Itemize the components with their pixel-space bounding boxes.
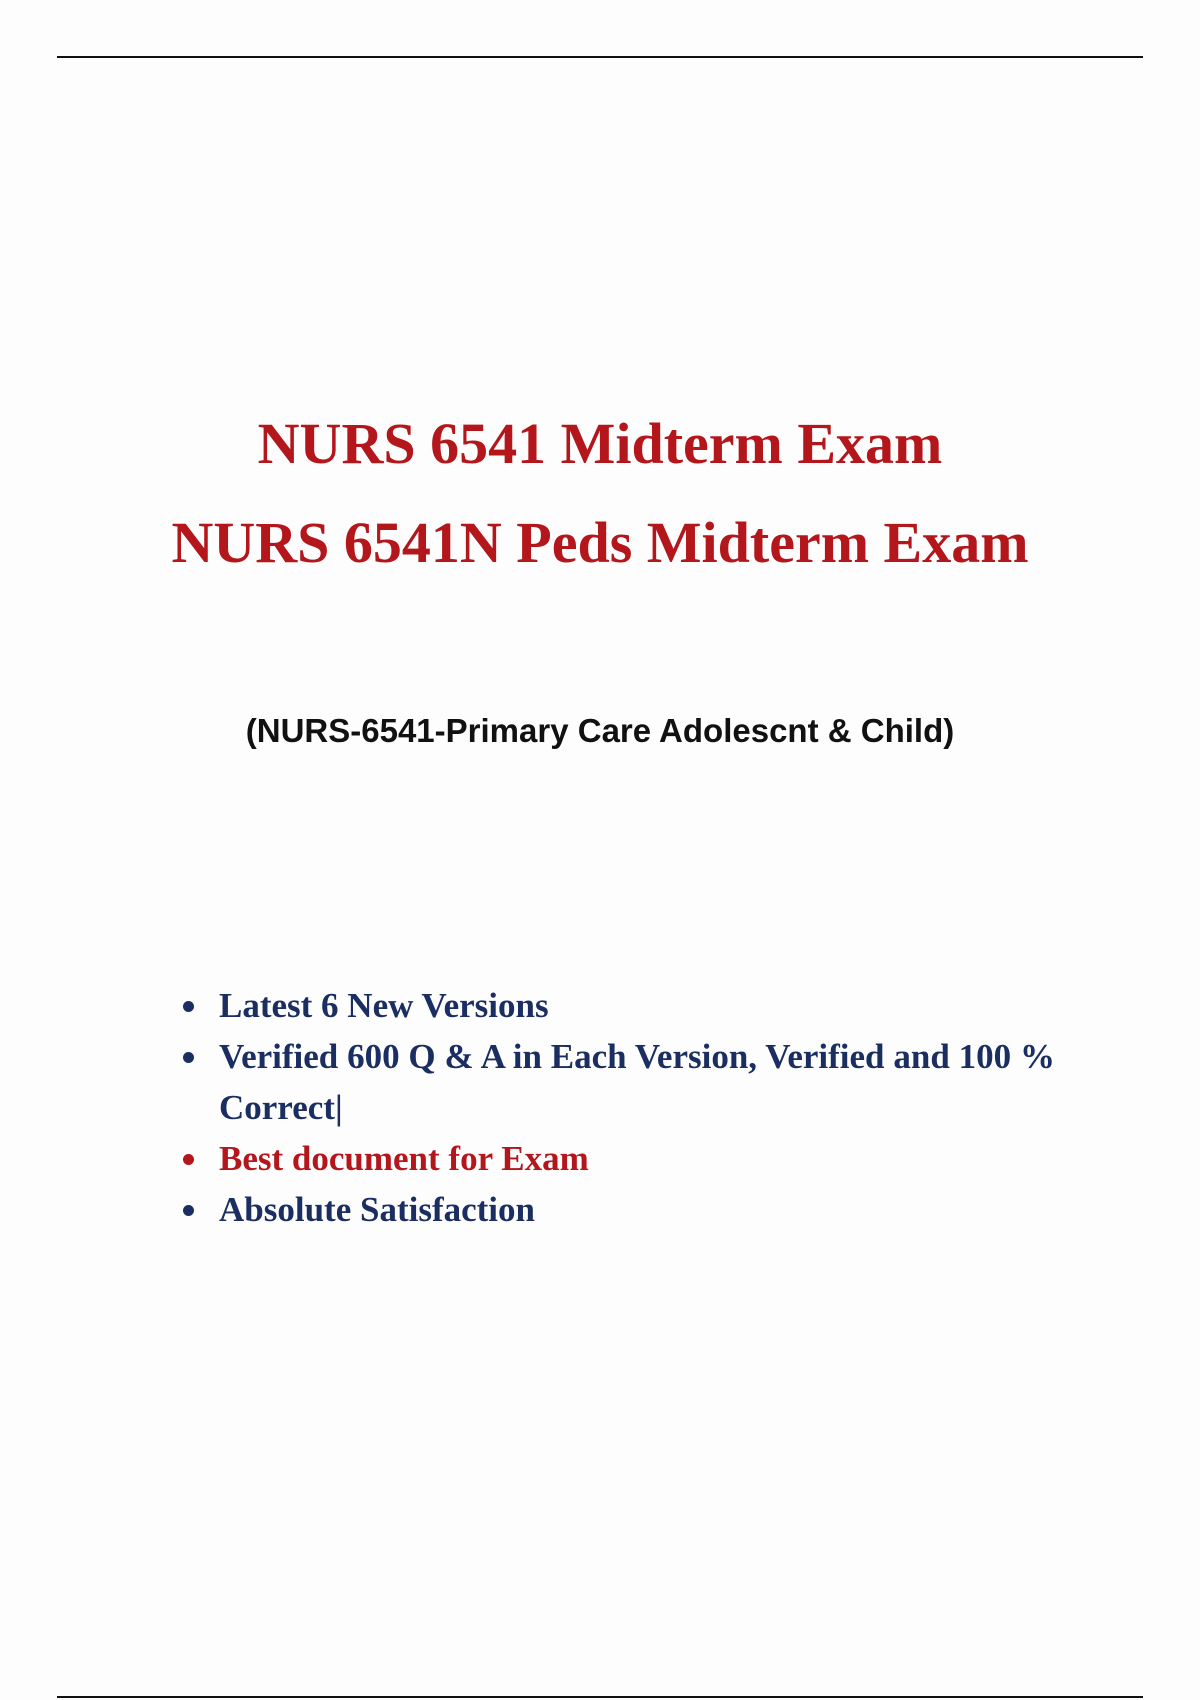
footer-rule [57, 1696, 1143, 1698]
feature-list-item [176, 980, 1056, 1031]
feature-list [176, 980, 1056, 1235]
feature-text: Absolute Satisfaction [219, 1190, 535, 1229]
course-subtitle: (NURS-6541-Primary Care Adolescnt & Child) [245, 712, 955, 749]
bullet-icon [183, 1052, 194, 1063]
bullet-icon [183, 1001, 194, 1012]
feature-list-item [176, 1031, 1056, 1133]
document-title: NURS 6541 Midterm Exam [257, 411, 943, 476]
header-rule [57, 56, 1143, 58]
feature-text: Latest 6 New Versions [219, 986, 549, 1025]
document-title-secondary: NURS 6541N Peds Midterm Exam [171, 510, 1029, 575]
feature-text: Verified 600 Q & A in Each Version, Verified and 100 % Correct| [219, 1037, 1055, 1127]
feature-list-item [176, 1184, 1056, 1235]
feature-list-item [176, 1133, 1056, 1184]
feature-text: Best document for Exam [219, 1139, 589, 1178]
bullet-icon [183, 1154, 194, 1165]
bullet-icon [183, 1205, 194, 1216]
